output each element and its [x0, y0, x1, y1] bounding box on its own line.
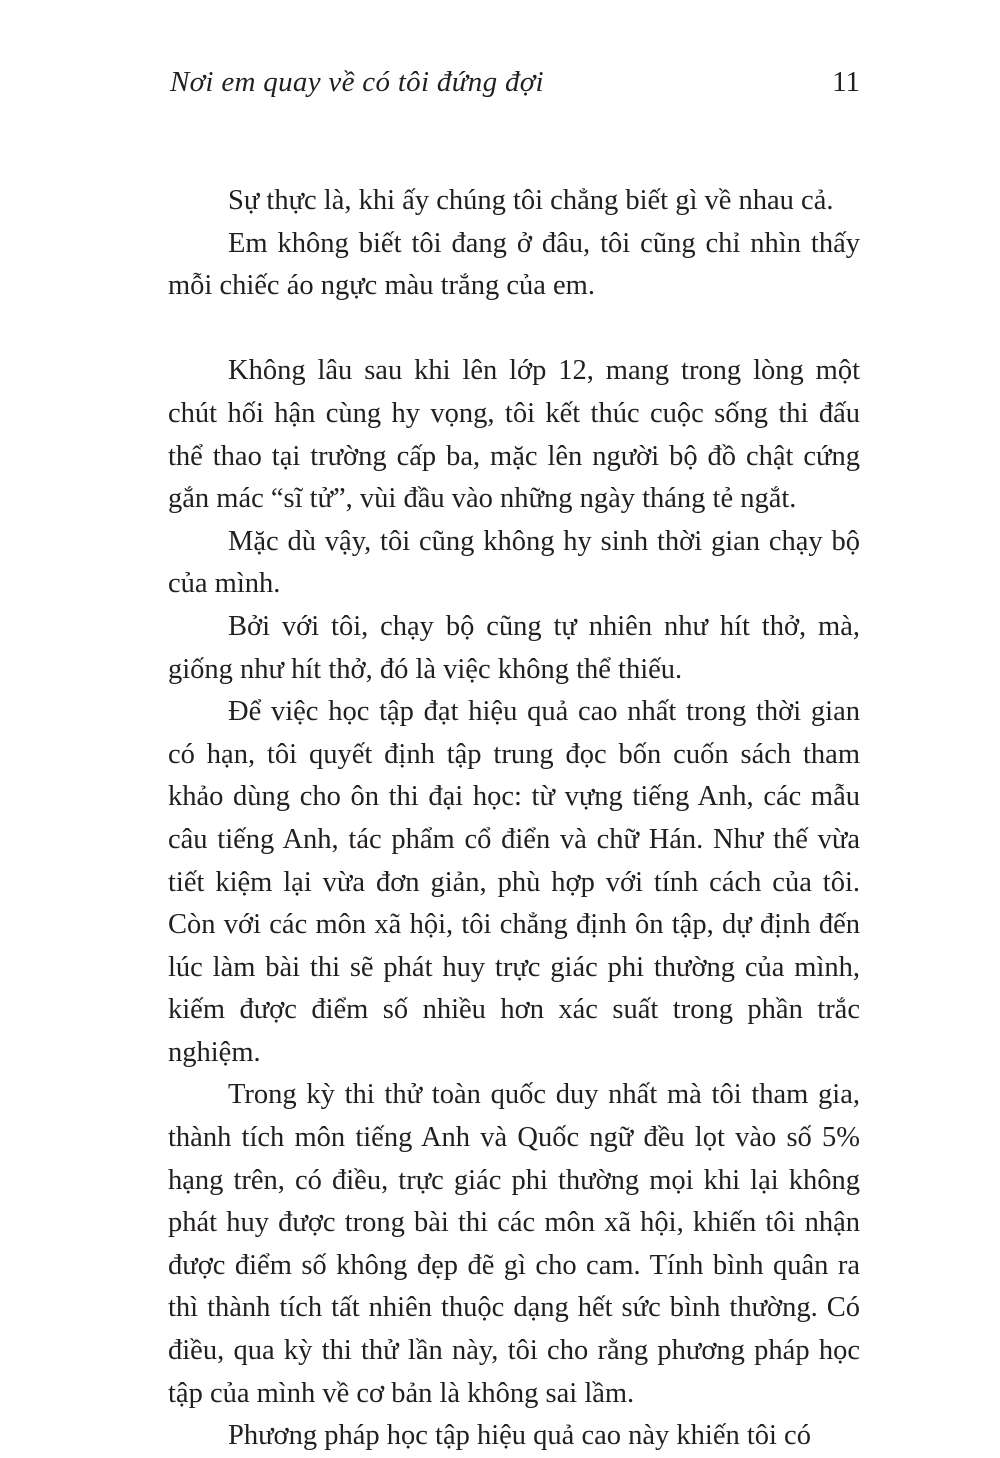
paragraph-8: Phương pháp học tập hiệu quả cao này khiến tôi có [228, 1420, 811, 1452]
page-number: 11 [832, 66, 860, 98]
body-text [168, 180, 860, 1458]
running-title: Nơi em quay về có tôi đứng đợi [170, 66, 544, 98]
paragraph-1: Sự thực là, khi ấy chúng tôi chẳng biết gì về nhau cả. [228, 185, 834, 216]
running-header [170, 66, 860, 106]
paragraph-4: Mặc dù vậy, tôi cũng không hy sinh thời gian chạy bộ của mình. [168, 525, 860, 600]
paragraph-7: Trong kỳ thi thử toàn quốc duy nhất mà tôi tham gia, thành tích môn tiếng Anh và Quốc ngữ đều lọt vào số 5% hạng trên, có điều, trực giác phi thường mọi khi lại không phát huy được trong bài thi các môn xã hội, khiến tôi nhận được điểm số không đẹp đẽ gì cho cam. Tính bình quân ra thì thành tích tất nhiên thuộc dạng hết sức bình thường. Có điều, qua kỳ thi thử lần này, tôi cho rằng phương pháp học tập của mình về cơ bản là không sai lầm. [168, 1079, 860, 1409]
paragraph-2: Em không biết tôi đang ở đâu, tôi cũng chỉ nhìn thấy mỗi chiếc áo ngực màu trắng của em. [168, 227, 860, 302]
paragraph-5: Bởi với tôi, chạy bộ cũng tự nhiên như hít thở, mà, giống như hít thở, đó là việc không thể thiếu. [168, 610, 860, 685]
paragraph-6: Để việc học tập đạt hiệu quả cao nhất trong thời gian có hạn, tôi quyết định tập trung đọc bốn cuốn sách tham khảo dùng cho ôn thi đại học: từ vựng tiếng Anh, các mẫu câu tiếng Anh, tác phẩm cổ điển và chữ Hán. Như thế vừa tiết kiệm lại vừa đơn giản, phù hợp với tính cách của tôi. Còn với các môn xã hội, tôi chẳng định ôn tập, dự định đến lúc làm bài thi sẽ phát huy trực giác phi thường của mình, kiếm được điểm số nhiều hơn xác suất trong phần trắc nghiệm. [168, 696, 860, 1068]
paragraph-3: Không lâu sau khi lên lớp 12, mang trong lòng một chút hối hận cùng hy vọng, tôi kết thúc cuộc sống thi đấu thể thao tại trường cấp ba, mặc lên người bộ đồ chật cứng gắn mác “sĩ tử”, vùi đầu vào những ngày tháng tẻ ngắt. [168, 355, 860, 515]
